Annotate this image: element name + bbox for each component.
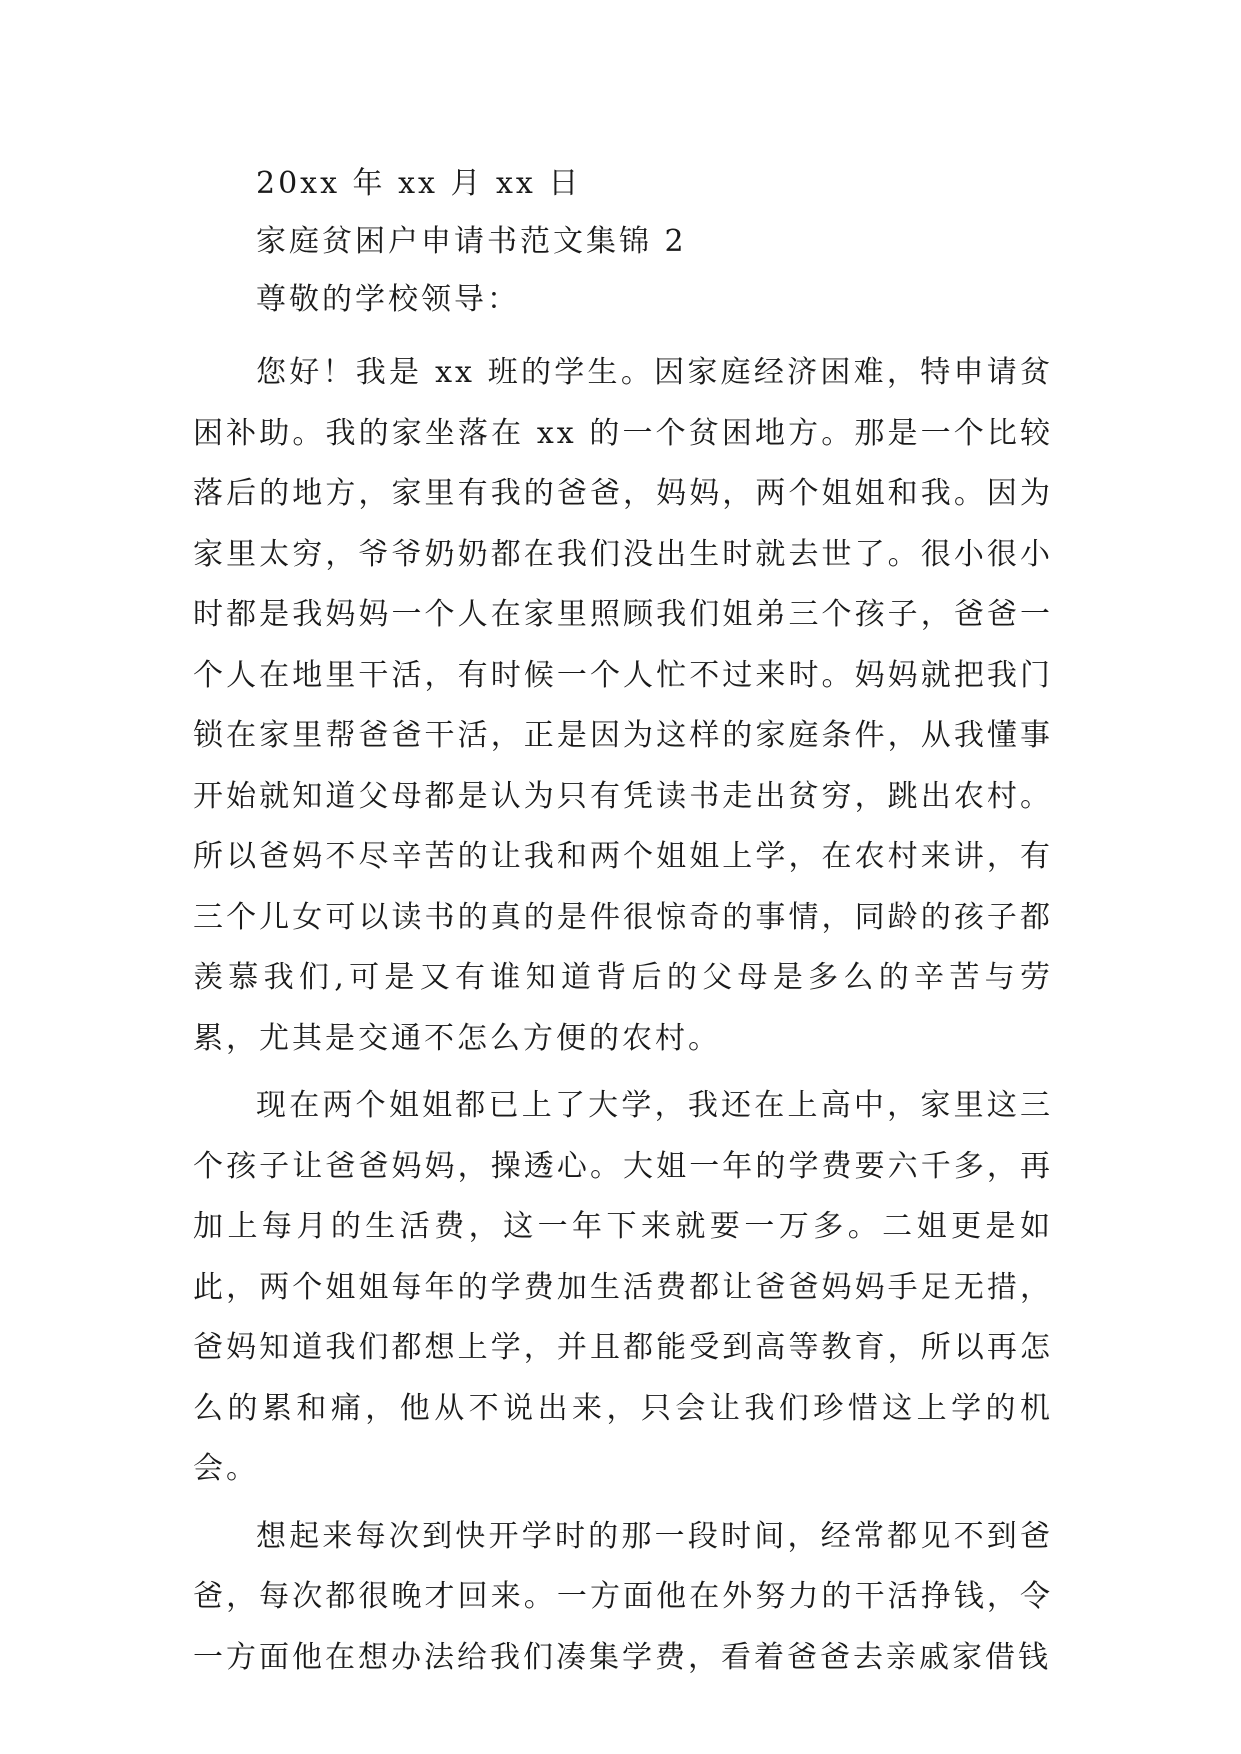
salutation: 尊敬的学校领导： bbox=[256, 282, 520, 317]
paragraph-3: 想起来每次到快开学时的那一段时间，经常都见不到爸爸，每次都很晚才回来。一方面他在外努力的干活挣钱，令一方面他在想办法给我们凑集学费，看着爸爸去亲戚家借钱 bbox=[193, 1518, 1053, 1675]
paragraph-2: 现在两个姐姐都已上了大学，我还在上高中，家里这三个孩子让爸爸妈妈，操透心。大姐一年的学费要六千多，再加上每月的生活费，这一年下来就要一万多。二姐更是如此，两个姐姐每年的学费加生活费都让爸爸妈妈手足无措，爸妈知道我们都想上学，并且都能受到高等教育，所以再怎么的累和痛，他从不说出来，只会让我们珍惜这上学的机会。 bbox=[193, 1088, 1053, 1486]
paragraph-1: 您好！我是 xx 班的学生。因家庭经济困难，特申请贫困补助。我的家坐落在 xx 的一个贫困地方。那是一个比较落后的地方，家里有我的爸爸，妈妈，两个姐姐和我。因为家里太穷，爷爷奶奶都在我们没出生时就去世了。很小很小时都是我妈妈一个人在家里照顾我们姐弟三个孩子，爸爸一个人在地里干活，有时候一个人忙不过来时。妈妈就把我门锁在家里帮爸爸干活，正是因为这样的家庭条件，从我懂事开始就知道父母都是认为只有凭读书走出贫穷，跳出农村。所以爸妈不尽辛苦的让我和两个姐姐上学，在农村来讲，有三个儿女可以读书的真的是件很惊奇的事情，同龄的孩子都羡慕我们,可是又有谁知道背后的父母是多么的辛苦与劳累，尤其是交通不怎么方便的农村。 bbox=[193, 355, 1053, 1056]
document-body bbox=[193, 155, 1053, 1695]
section-title: 家庭贫困户申请书范文集锦 2 bbox=[256, 224, 687, 259]
date-line: 20xx 年 xx 月 xx 日 bbox=[256, 166, 582, 201]
